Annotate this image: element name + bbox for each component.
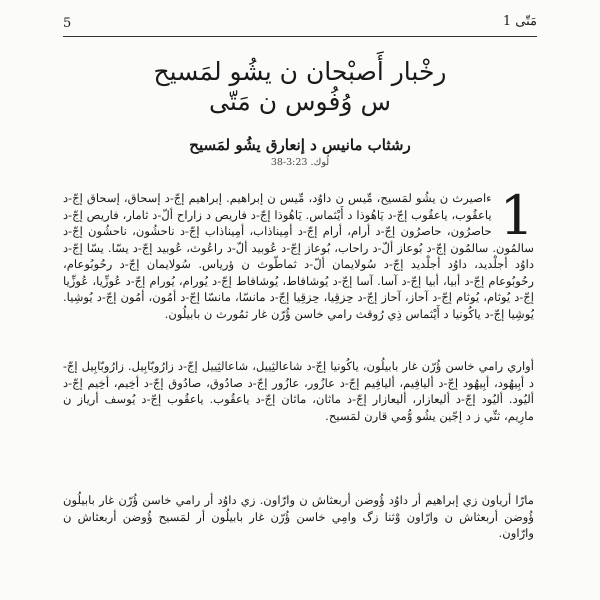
section-heading: رشثاب مانيس د إنعارق يشُو لمَسيح — [189, 136, 411, 154]
paragraph-text: ءاصيرث ن يشُو لمَسيح، مِّيس ن داوُد، مِّيس ن إبراهيم. إبراهيم إجّ-د إسحاق، إسحاق إجّ-د ياعقُوب، ياعقُوب إجّ-د يَاهُوذا د أَيْثماس. يَاهُوذا إجّ-د فاريص د زاراح ألّ-د ثامار، فاريص إجّ-د حاصرُون، حاصرُون إجّ-د أرام، أرام إجّ-د أمِيناذاب، أمِيناذاب إجّ-د ناحشُون، ناحشُون إجّ-د سالمُون. سالمُون إجّ-د بُوعاز ألّ-د راحاب، بُوعاز إجّ-د عُوبيد ألّ-د راعُوث، عُوبيد إجّ-د يسّا. يسّا إجّ-د داوُد أجلْديد، داوُد أجلْديد إجّ-د سُولايمان ألّ-د ثماطّوث ن ؤرياس. سُولايمان إجّ-د رحُوبُوعام، رحُوبُوعام إجّ-د أبيا، أبيا إجّ-د آسا. آسا إجّ-د يُوشافاط، يُوشافاط إجّ-د يُورام، يُورام إجّ-د عُوزِّيا، عُوزِّيا إجّ-د يُوثام، يُوثام إجّ-د آحاز، آحاز إجّ-د حِزقِيا، حِزقِيا إجّ-د مانسّا، مانسّا إجّ-د أمُون، أمُون إجّ-د يُوشِيا. يُوشِيا إجّ-د ياكُونيا د أَيْثماس ذِي رُوقث رامي خاسن ؤُرّن غار ثمُورث ن بابيلُون. — [63, 191, 534, 321]
paragraph-exile — [63, 358, 534, 424]
page-number: 5 — [63, 16, 72, 31]
chapter-number: 1 — [499, 184, 534, 247]
running-title: مَتّى 1 — [502, 14, 537, 29]
paragraph-text: أواري رامي خاسن ؤُرّن غار بابيلُون، ياكُونيا إجّ-د شاعالثِييل، شاعالثِييل إجّ-د زارُوبّابِيل. زارُوبّابِيل إجّ-د أبِيهُود، أبِيهُود إجّ-د أليافِيم، أليافِيم إجّ-د عازُور، عازُور إجّ-د صادُوق، صادُوق إجّ-د أخِيم، أخِيم إجّ-د أليُود. أليُود إجّ-د أليعازار، أليعازار إجّ-د ماثان، ماثان إجّ-د ياعقُوب. ياعقُوب إجّ-د يُوسف أرياز ن مارِيم، ثنِّي ز د إجّين يشُو وُّمي قارن لمَسيح. — [63, 359, 534, 423]
book-title-line-2: س وُفُوس ن مَتّى — [209, 87, 391, 116]
paragraph-text: مارّا أرياون زي إبراهيم أر داوُد ؤُوضن أربعثاش ن وارّاون. زي داوُد أر رامي خاسن ؤُرّن غار بابيلُون ؤُوضن أربعثاش ن وارّاون وْثنا زگ وامِي خاسن ؤُرّن غار بابيلُون أر لمَسيح ؤُوضن أربعثاش ن وارّاون. — [63, 493, 534, 540]
book-title-line-1: رخْبار أَصبْحان ن يشُو لمَسيح — [153, 57, 447, 86]
paragraph-summary — [63, 492, 534, 542]
paragraph-genealogy — [63, 184, 534, 322]
page-header — [63, 12, 537, 37]
cross-reference: لُوك. 3:23-38 — [270, 157, 330, 168]
